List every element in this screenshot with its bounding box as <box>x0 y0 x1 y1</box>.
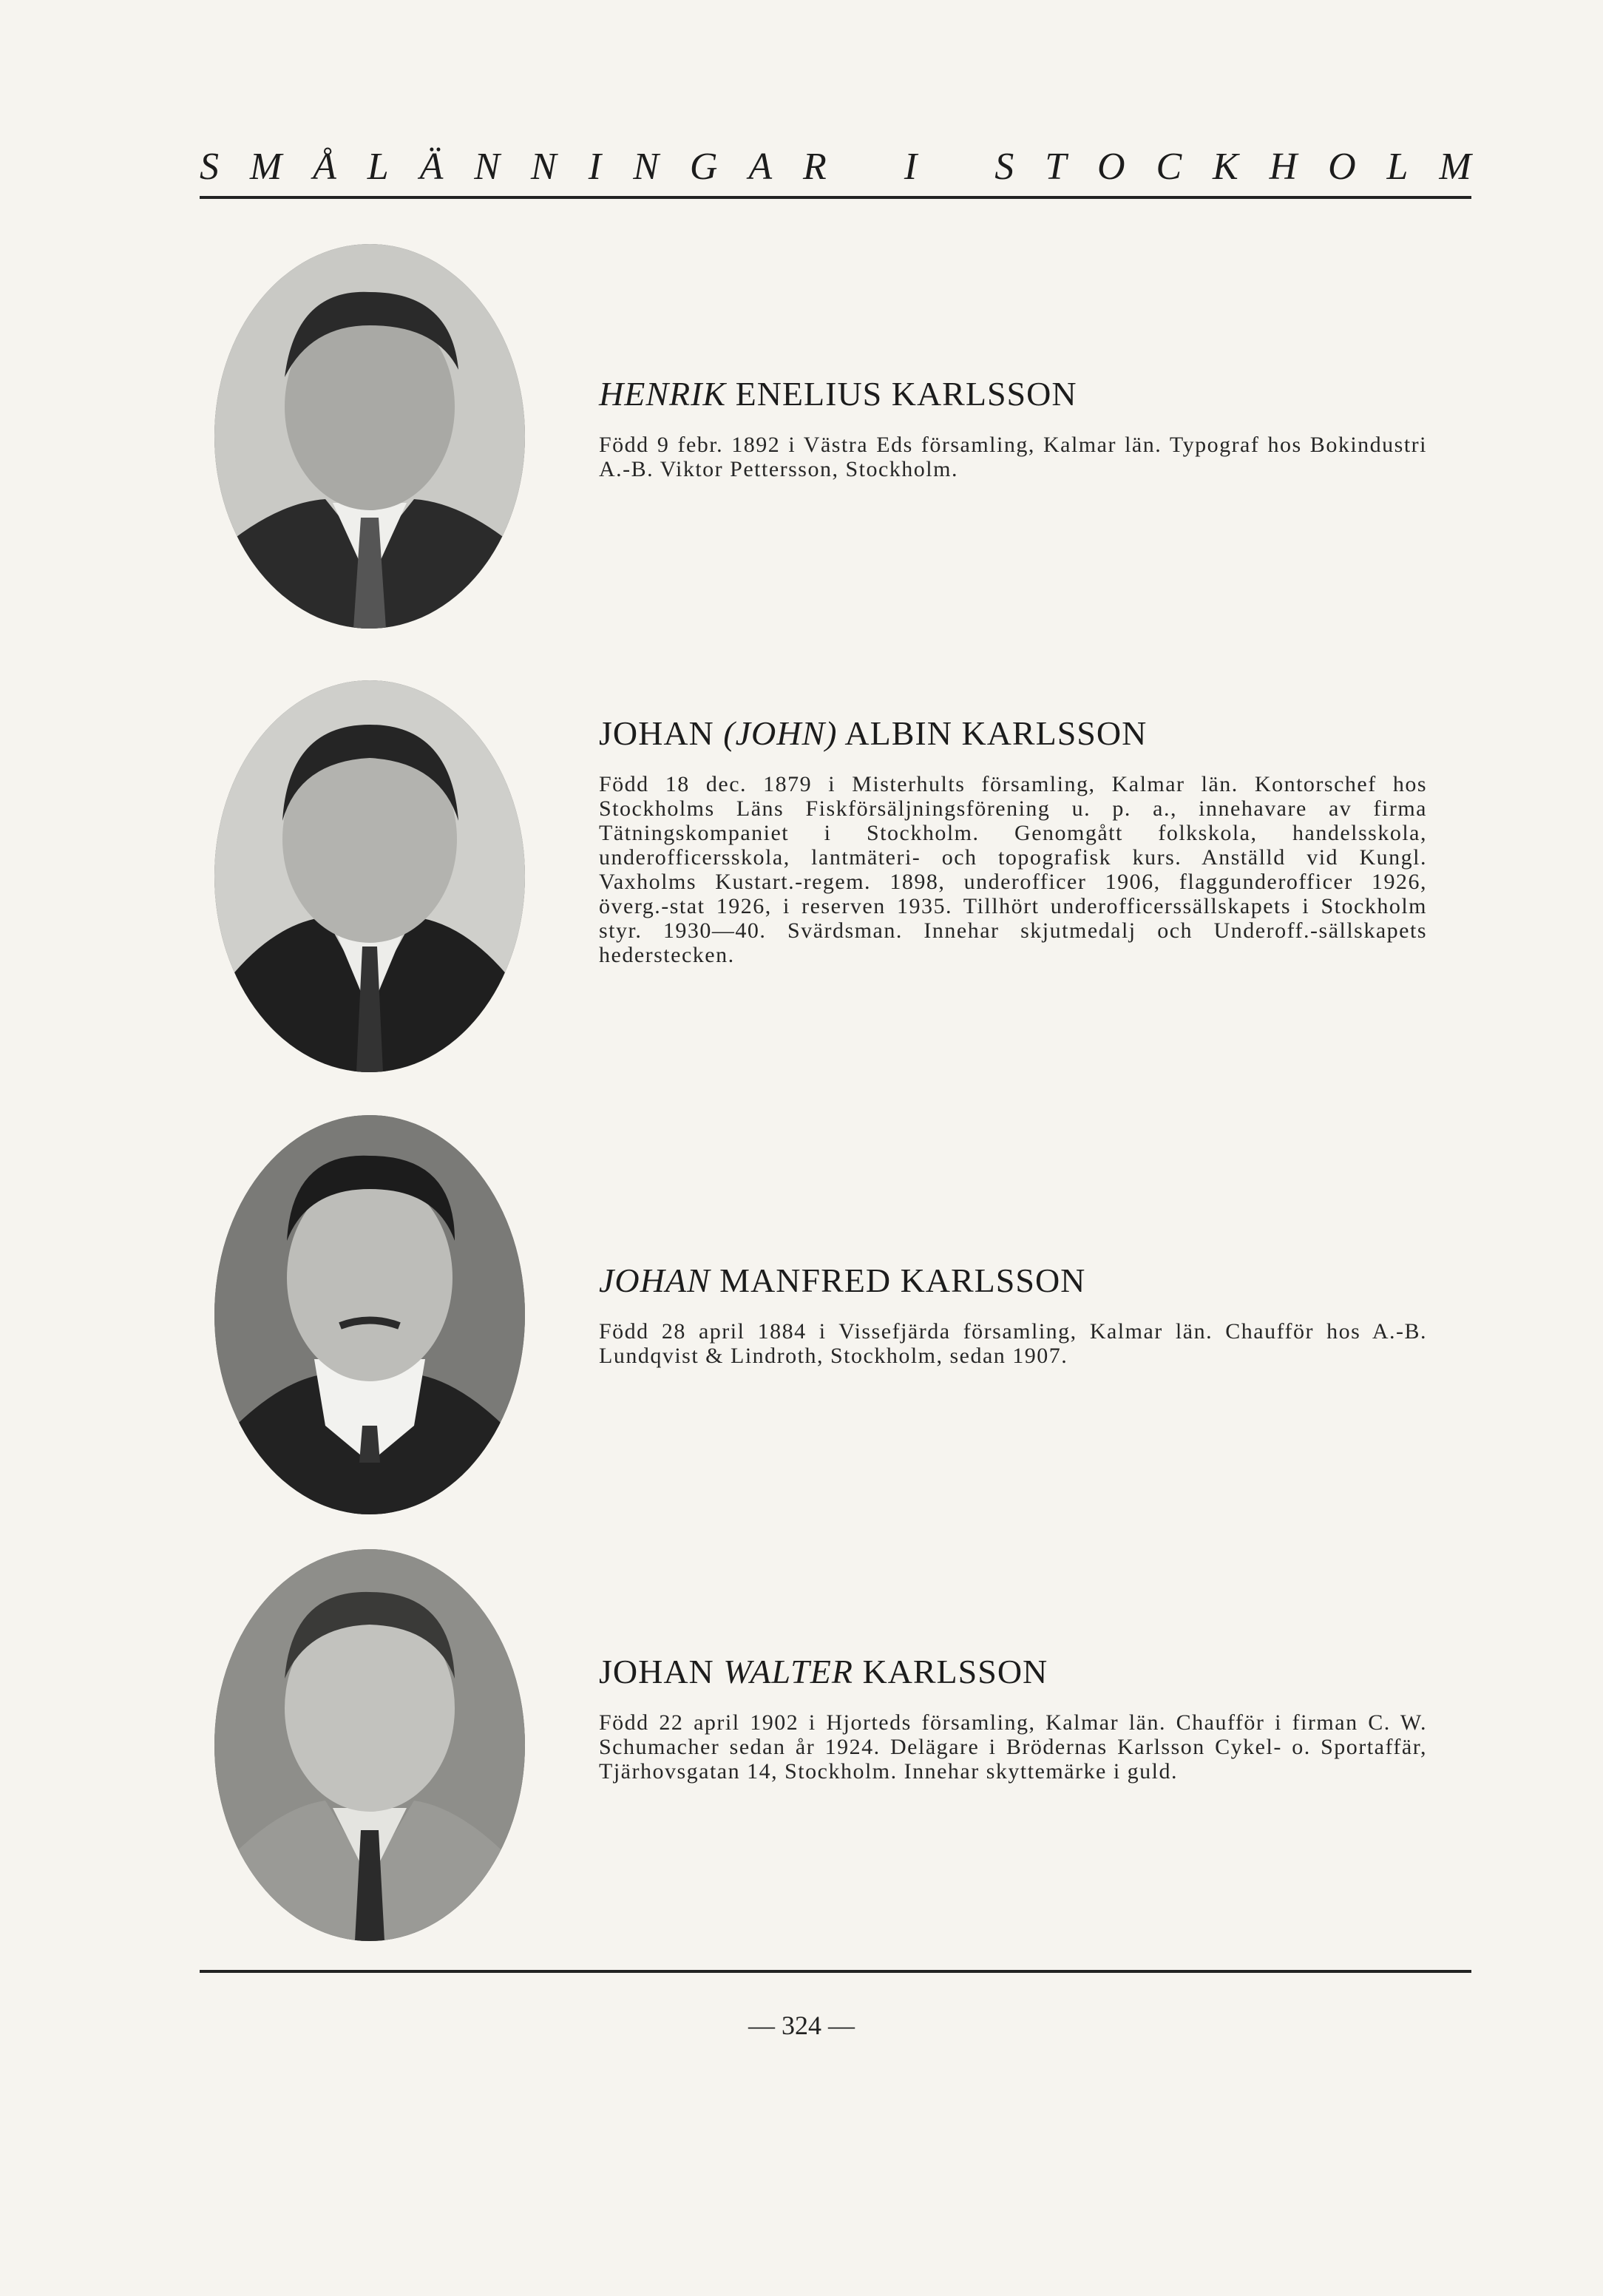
running-head-letter: N <box>474 146 500 188</box>
portrait-photo <box>214 680 525 1072</box>
running-head-letter: H <box>1269 146 1298 188</box>
running-head-letter: R <box>802 146 827 188</box>
name-rest: ENELIUS KARLSSON <box>726 375 1077 413</box>
name-italic: (JOHN) <box>723 714 838 752</box>
header-rule <box>200 196 1471 199</box>
running-head-letter: L <box>367 146 389 188</box>
running-head-letter: S <box>994 146 1014 188</box>
running-head-letter: L <box>1386 146 1409 188</box>
name-italic: HENRIK <box>599 375 727 413</box>
person-name <box>599 714 1427 753</box>
portrait-photo <box>214 244 525 629</box>
running-head-letter: Ä <box>419 146 444 188</box>
entry-text <box>599 374 1427 481</box>
running-head-letter: C <box>1156 146 1182 188</box>
name-pre: JOHAN <box>599 1653 724 1690</box>
person-bio: Född 9 febr. 1892 i Västra Eds församling, Kalmar län. Typograf hos Bokindustri A.-B. Viktor Pettersson, Stockholm. <box>599 433 1427 481</box>
running-head-letter: A <box>748 146 773 188</box>
running-head-letter: G <box>689 146 718 188</box>
running-head <box>200 145 1471 189</box>
page-number: — 324 — <box>748 2011 855 2040</box>
footer-rule <box>200 1970 1471 1973</box>
entry-text <box>599 1261 1427 1368</box>
running-head-letter: O <box>1328 146 1356 188</box>
running-head-letter: M <box>249 146 282 188</box>
name-italic: WALTER <box>723 1653 853 1690</box>
running-head-letter: Å <box>313 146 336 188</box>
person-name <box>599 1261 1427 1300</box>
person-name <box>599 374 1427 413</box>
running-head-letter: I <box>904 146 918 188</box>
person-bio: Född 18 dec. 1879 i Misterhults församling, Kalmar län. Kontorschef hos Stockholms Läns Fiskförsäljningsförening u. p. a., innehavare av firma Tätningskompaniet i Stockholm. Genomgått folkskola, handelsskola, underofficersskola, lantmäteri- och topografisk kurs. Anställd vid Kungl. Vaxholms Kustart.-regem. 1898, underofficer 1906, flaggunderofficer 1926, överg.-stat 1926, i reserven 1935. Tillhört underofficerssällskapets i Stockholm styr. 1930—40. Svärdsman. Innehar skjutmedalj och Underoff.-sällskapets hederstecken. <box>599 772 1427 967</box>
entry-text <box>599 714 1427 967</box>
name-rest: MANFRED KARLSSON <box>710 1262 1086 1299</box>
running-head-letter: O <box>1097 146 1125 188</box>
entry-text <box>599 1652 1427 1784</box>
running-head-letter: S <box>200 146 219 188</box>
running-head-letter <box>858 145 872 189</box>
person-bio: Född 28 april 1884 i Vissefjärda församling, Kalmar län. Chaufför hos A.-B. Lundqvist & Lindroth, Stockholm, sedan 1907. <box>599 1319 1427 1368</box>
running-head-letter: T <box>1045 146 1067 188</box>
name-italic: JOHAN <box>599 1262 711 1299</box>
running-head-letter <box>949 145 963 189</box>
running-head-letter: N <box>530 146 557 188</box>
running-head-letter: I <box>588 146 602 188</box>
person-name <box>599 1652 1427 1691</box>
running-head-letter: K <box>1213 146 1238 188</box>
person-bio: Född 22 april 1902 i Hjorteds församling, Kalmar län. Chaufför i firman C. W. Schumacher sedan år 1924. Delägare i Brödernas Karlsson Cykel- o. Sportaffär, Tjärhovsgatan 14, Stockholm. Innehar skyttemärke i guld. <box>599 1710 1427 1784</box>
running-head-letter: N <box>633 146 659 188</box>
name-pre: JOHAN <box>599 714 724 752</box>
portrait-photo <box>214 1115 525 1514</box>
name-rest: KARLSSON <box>853 1653 1048 1690</box>
name-rest: ALBIN KARLSSON <box>837 714 1148 752</box>
portrait-photo <box>214 1549 525 1941</box>
running-head-letter: M <box>1439 146 1471 188</box>
